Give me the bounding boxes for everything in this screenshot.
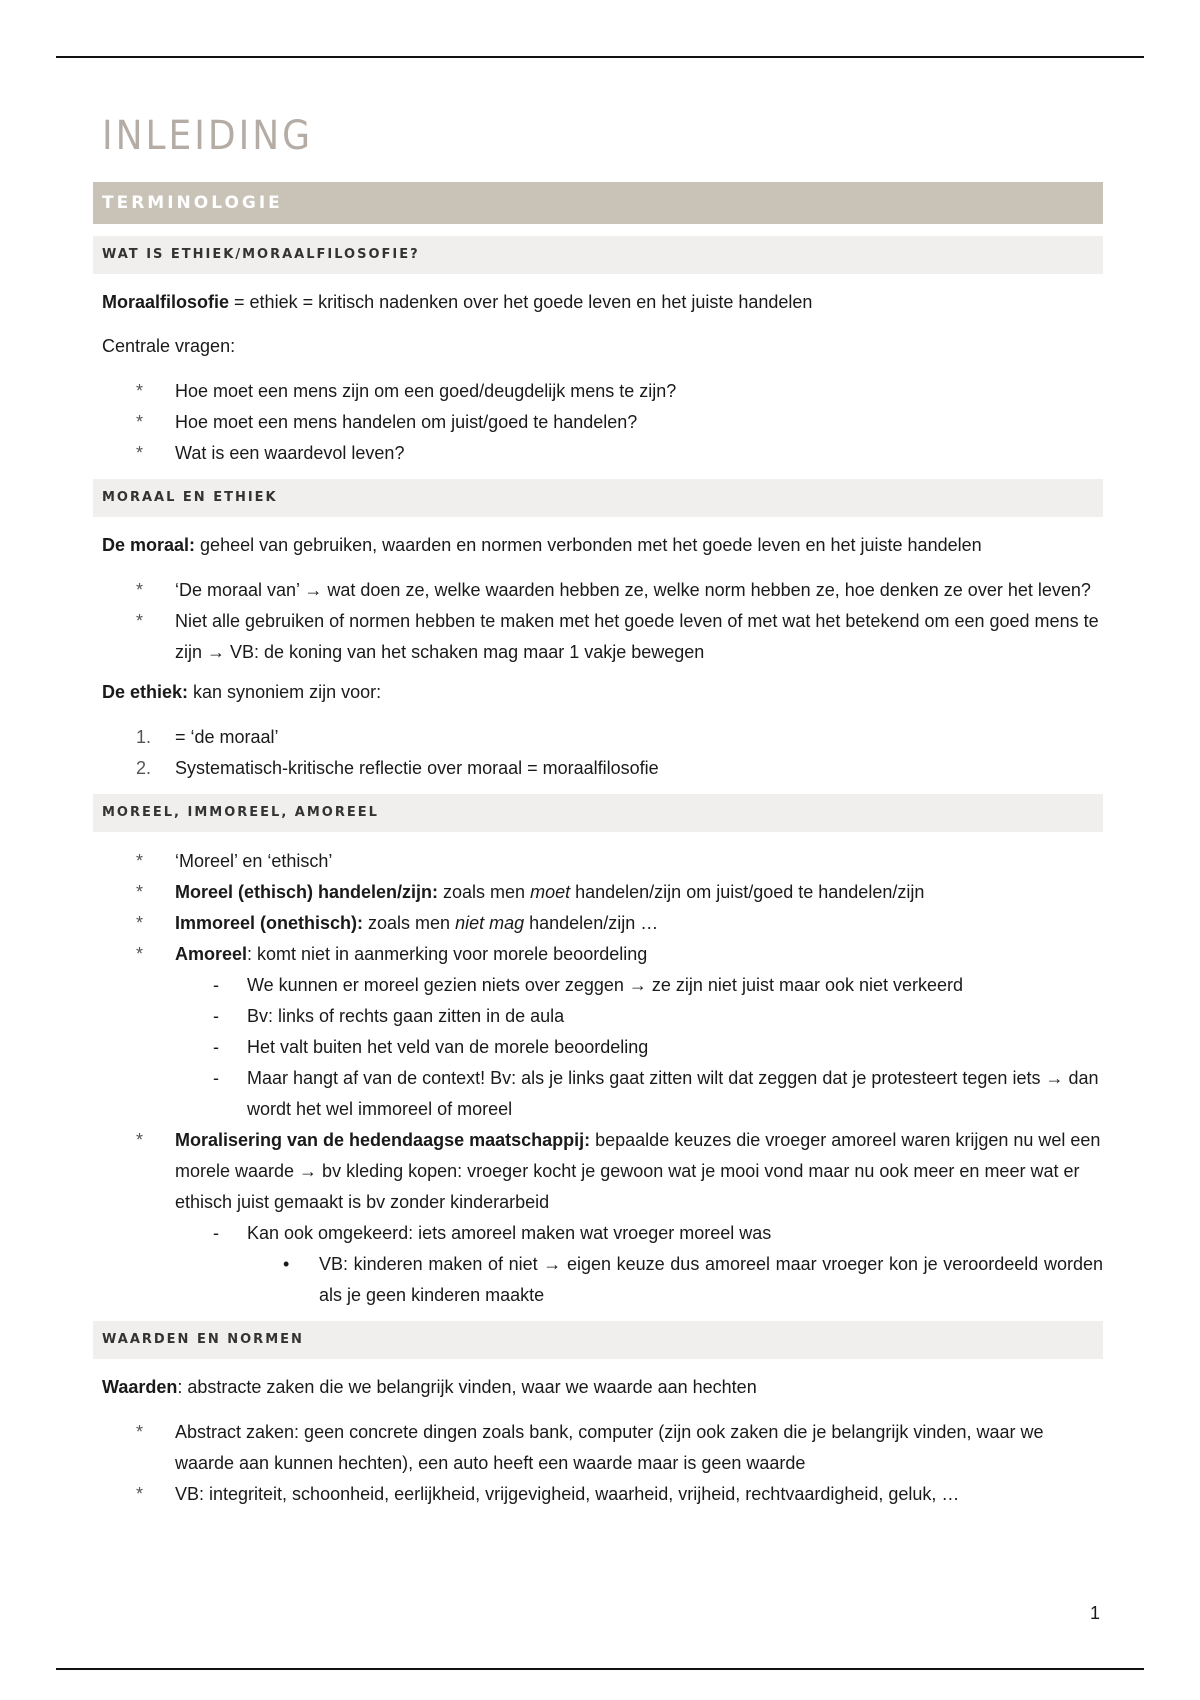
bullet-marker: * [136,412,144,432]
list-item [93,1125,1103,1218]
term: Amoreel [175,944,248,964]
list-item [93,1479,1103,1510]
ethiek-numbered-list [93,722,1103,784]
bullet-marker: * [136,443,144,463]
dash-marker: - [213,1006,219,1026]
moraal-list [93,575,1103,668]
list-item [93,606,1103,668]
bullet-marker: * [136,580,144,600]
term: De moraal: [102,535,196,555]
bottom-rule [56,1668,1144,1670]
sub-list-item [93,1063,1103,1125]
list-text: = ‘de moraal’ [175,727,279,747]
term: Immoreel (onethisch): [175,913,364,933]
moreel-list [93,846,1103,1311]
dash-marker: - [213,1037,219,1057]
dot-marker: • [283,1254,290,1274]
sub-list-item [93,970,1103,1001]
list-item [93,846,1103,877]
subheading-moraal-ethiek: MORAAL EN ETHIEK [93,479,1103,517]
definition-waarden [102,1373,1103,1401]
bullet-marker: * [136,1484,144,1504]
list-text: handelen/zijn om juist/goed te handelen/zijn [570,882,925,902]
definition-moraalfilosofie [102,288,1103,316]
definition-moraal [102,531,1103,559]
definition-text: geheel van gebruiken, waarden en normen verbonden met het goede leven en het juiste handelen [195,535,982,555]
list-item [93,877,1103,908]
bullet-marker: * [136,1130,144,1150]
list-text: zoals men [438,882,531,902]
term: De ethiek: [102,682,189,702]
list-text: Hoe moet een mens handelen om juist/goed te handelen? [175,412,638,432]
bullet-marker: * [136,913,144,933]
number-marker: 1. [136,727,152,747]
sub-list-item [93,1218,1103,1249]
top-rule [56,56,1144,58]
list-text: ‘Moreel’ en ‘ethisch’ [175,851,333,871]
definition-text: = ethiek = kritisch nadenken over het goede leven en het juiste handelen [229,292,813,312]
page-title: INLEIDING [102,113,314,159]
definition-ethiek [102,678,1103,706]
bullet-marker: * [136,1422,144,1442]
list-item [93,753,1103,784]
list-text: We kunnen er moreel gezien niets over zeggen → ze zijn niet juist maar ook niet verkeerd [247,975,964,995]
subheading-moreel: MOREEL, IMMOREEL, AMOREEL [93,794,1103,832]
dash-marker: - [213,1068,219,1088]
page-number: 1 [1089,1603,1100,1623]
list-text: VB: kinderen maken of niet → eigen keuze dus amoreel maar vroeger kon je veroordeeld worden als je geen kinderen maakte [319,1254,1103,1305]
list-text: zoals men [363,913,456,933]
list-text: ‘De moraal van’ → wat doen ze, welke waarden hebben ze, welke norm hebben ze, hoe denken ze over het leven? [175,580,1091,600]
dash-marker: - [213,975,219,995]
list-text: Bv: links of rechts gaan zitten in de aula [247,1006,565,1026]
emphasis: moet [530,882,571,902]
list-text: Kan ook omgekeerd: iets amoreel maken wat vroeger moreel was [247,1223,772,1243]
term: Moraalfilosofie [102,292,230,312]
subheading-ethiek: WAT IS ETHIEK/MORAALFILOSOFIE? [93,236,1103,274]
list-text: : komt niet in aanmerking voor morele beoordeling [247,944,648,964]
emphasis: niet mag [455,913,525,933]
dash-marker: - [213,1223,219,1243]
bullet-marker: * [136,381,144,401]
bullet-marker: * [136,851,144,871]
list-item [93,1417,1103,1479]
list-item [93,722,1103,753]
bullet-marker: * [136,944,144,964]
bullet-marker: * [136,882,144,902]
term: Moreel (ethisch) handelen/zijn: [175,882,439,902]
list-item [93,575,1103,606]
intro-text: Centrale vragen: [102,336,236,356]
list-text: Wat is een waardevol leven? [175,443,405,463]
waarden-list [93,1417,1103,1510]
bullet-marker: * [136,611,144,631]
list-text: Niet alle gebruiken of normen hebben te maken met het goede leven of met wat het betekend om een goed mens te zijn → VB: de koning van het schaken mag maar 1 vakje bewegen [175,611,1099,662]
sub-sub-list-item [93,1249,1103,1311]
list-text: bepaalde keuzes die vroeger amoreel waren krijgen nu wel een morele waarde → bv kleding kopen: vroeger kocht je gewoon wat je mooi vond maar nu ook meer en meer wat er ethisch juist gemaakt is bv zonder kinderarbeid [175,1130,1101,1212]
list-item [93,376,1103,407]
list-text: Abstract zaken: geen concrete dingen zoals bank, computer (zijn ook zaken die je belangrijk vinden, waar we waarde aan kunnen hechten), een auto heeft een waarde maar is geen waarde [175,1422,1044,1473]
list-item [93,407,1103,438]
term: Waarden [102,1377,178,1397]
list-item [93,939,1103,970]
page-content [93,110,1103,1520]
list-text: VB: integriteit, schoonheid, eerlijkheid, vrijgevigheid, waarheid, vrijheid, rechtvaardigheid, geluk, … [175,1484,960,1504]
list-text: Het valt buiten het veld van de morele beoordeling [247,1037,649,1057]
section-bar-terminologie: TERMINOLOGIE [93,182,1103,224]
list-item [93,908,1103,939]
question-list [93,376,1103,469]
sub-list-item [93,1001,1103,1032]
list-item [93,438,1103,469]
number-marker: 2. [136,758,152,778]
list-text: Systematisch-kritische reflectie over moraal = moraalfilosofie [175,758,659,778]
definition-text: : abstracte zaken die we belangrijk vinden, waar we waarde aan hechten [177,1377,757,1397]
list-text: Hoe moet een mens zijn om een goed/deugdelijk mens te zijn? [175,381,677,401]
list-text: Maar hangt af van de context! Bv: als je links gaat zitten wilt dat zeggen dat je protesteert tegen iets → dan wordt het wel immoreel of moreel [247,1068,1099,1119]
subheading-waarden-normen: WAARDEN EN NORMEN [93,1321,1103,1359]
definition-text: kan synoniem zijn voor: [188,682,382,702]
sub-list-item [93,1032,1103,1063]
list-text: handelen/zijn … [524,913,659,933]
term: Moralisering van de hedendaagse maatschappij: [175,1130,591,1150]
